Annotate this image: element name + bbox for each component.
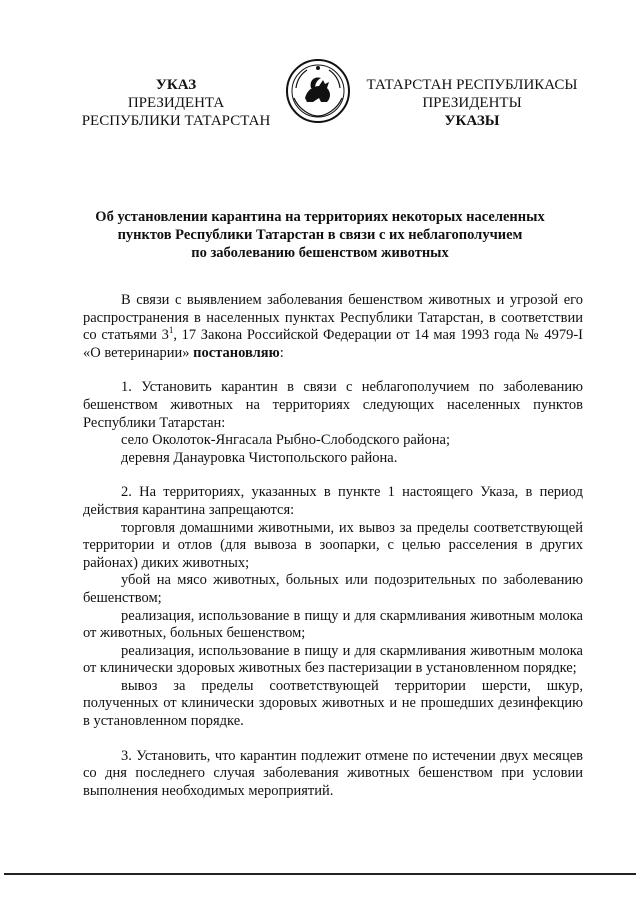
header-left [78,76,274,130]
header-right-line-3: УКАЗЫ [444,113,500,129]
footer-rule [4,873,636,875]
coat-of-arms-tatarstan-icon [285,58,351,124]
item-1-intro: 1. Установить карантин в связи с неблагополучием по заболеванию бешенством животных на территориях следующих населенных пунктов Республики Татарстан: [83,379,583,431]
preamble-tail: : [279,344,284,361]
header-right-line-1: ТАТАРСТАН РЕСПУБЛИКАСЫ [366,77,578,93]
item-2-list-item-3: реализация, использование в пищу и для скармливания животным молока от животных, больных бешенством; [83,607,583,642]
item-1-place-2: деревня Данауровка Чистопольского района. [121,449,398,466]
decree-title [80,208,560,262]
item-1-place-1: село Околоток-Янгасала Рыбно-Слободского района; [121,432,450,449]
header-right-line-2: ПРЕЗИДЕНТЫ [422,95,522,111]
header-left-line-2: ПРЕЗИДЕНТА [127,95,225,111]
preamble-superscript: 1 [168,325,174,336]
item-2-list-item-5: вывоз за пределы соответствующей территории шерсти, шкур, полученных от клинически здоровых животных и не прошедших дезинфекцию в установленном порядке. [83,677,583,730]
header-left-line-3: РЕСПУБЛИКИ ТАТАРСТАН [81,113,271,129]
header-left-line-1: УКАЗ [155,77,197,93]
item-2-list-item-4: реализация, использование в пищу и для скармливания животным молока от клинически здоровых животных без пастеризации в установленном порядке; [83,642,583,677]
title-line-2: пунктов Республики Татарстан в связи с их неблагополучием [117,227,523,243]
item-2-intro: 2. На территориях, указанных в пункте 1 настоящего Указа, в период действия карантина запрещаются: [83,484,583,518]
item-2-list-item-1: торговля домашними животными, их вывоз за пределы соответствующей территории и отлов (для вывоза в зоопарки, с целью расселения в других районах) диких животных; [83,519,583,571]
header-right [366,76,578,130]
item-2-list-item-2: убой на мясо животных, больных или подозрительных по заболеванию бешенством; [83,572,583,606]
decree-body [83,292,583,800]
preamble-resolve-word: постановляю [193,344,280,361]
preamble-text-b: , 17 Закона Российской Федерации от 14 мая 1993 года № 4979-I «О ветеринарии» [83,327,583,361]
title-line-1: Об установлении карантина на территориях некоторых населенных [95,209,545,225]
item-3-paragraph: 3. Установить, что карантин подлежит отмене по истечении двух месяцев со дня последнего случая заболевания животных бешенством при условии выполнения необходимых мероприятий. [83,747,583,799]
preamble-paragraph [83,292,583,362]
preamble-text-a: В связи с выявлением заболевания бешенством животных и угрозой его распространения в населенных пунктах Республики Татарстан, в соответствии со статьями 3 [83,292,583,344]
title-line-3: по заболеванию бешенством животных [191,245,449,261]
